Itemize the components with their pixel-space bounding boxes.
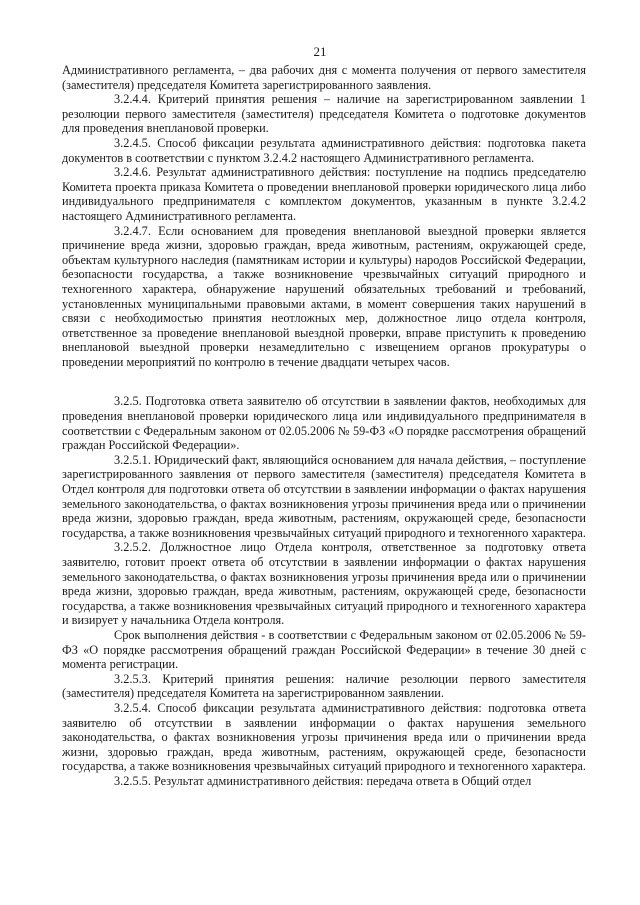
paragraph-deadline: Срок выполнения действия - в соответствии с Федеральным законом от 02.05.2006 № 59-ФЗ «О порядке рассмотрения обращений граждан Российской Федерации» в течение 30 дней с момента регистрации.: [62, 627, 586, 672]
paragraph-3-2-5-1: 3.2.5.1. Юридический факт, являющийся основанием для начала действия, – поступление зарегистрированного заявления от первого заместителя (заместителя) председателя Комитета в Отдел контроля для подготовки ответа об отсутствии в заявлении информации о фактах нарушения земельного законодательства, о фактах возникновения угрозы причинения вреда или о причинении вреда жизни, здоровью граждан, вреда животным, растениям, окружающей среде, безопасности государства, а также возникновения чрезвычайных ситуаций природного и техногенного характера.: [62, 452, 586, 540]
paragraph-3-2-5-2: 3.2.5.2. Должностное лицо Отдела контроля, ответственное за подготовку ответа заявителю, готовит проект ответа об отсутствии в заявлении информации о фактах нарушения земельного законодательства, о фактах возникновения угрозы причинения вреда или о причинении вреда жизни, здоровью граждан, вреда животным, растениям, окружающей среде, безопасности государства, а также возникновения чрезвычайных ситуаций природного и техногенного характера и визирует у начальника Отдела контроля.: [62, 540, 586, 628]
paragraph-3-2-5: 3.2.5. Подготовка ответа заявителю об отсутствии в заявлении фактов, необходимых для проведения внеплановой проверки юридического лица или индивидуального предпринимателя в соответствии с Федеральным законом от 02.05.2006 № 59-ФЗ «О порядке рассмотрения обращений граждан Российской Федерации».: [62, 394, 586, 453]
paragraph-3-2-4-7: 3.2.4.7. Если основанием для проведения внеплановой выездной проверки является причинение вреда жизни, здоровью граждан, вреда животным, растениям, окружающей среде, объектам культурного наследия (памятникам истории и культуры) народов Российской Федерации, безопасности государства, а также возникновение чрезвычайных ситуаций природного и техногенного характера, обнаружение нарушений обязательных требований и требований, установленных муниципальными правовыми актами, в момент совершения таких нарушений в связи с необходимостью принятия неотложных мер, должностное лицо отдела контроля, ответственное за проведение внеплановой выездной проверки, вправе приступить к проведению внеплановой выездной проверки незамедлительно с извещением органов прокуратуры о проведении мероприятий по контролю в течение двадцати четырех часов.: [62, 223, 586, 369]
page-number: 21: [313, 44, 327, 59]
paragraph-continuation: Административного регламента, – два рабочих дня с момента получения от первого заместителя (заместителя) председателя Комитета зарегистрированного заявления.: [62, 63, 586, 92]
paragraph-3-2-4-4: 3.2.4.4. Критерий принятия решения – наличие на зарегистрированном заявлении 1 резолюции первого заместителя (заместителя) председателя Комитета о подготовке документов для проведения внеплановой проверки.: [62, 92, 586, 136]
document-body: [62, 63, 586, 789]
paragraph-3-2-4-6: 3.2.4.6. Результат административного действия: поступление на подпись председателю Комитета проекта приказа Комитета о проведении внеплановой проверки юридического лица либо индивидуального предпринимателя с комплектом документов, указанным в пункте 3.2.4.2 настоящего Административного регламента.: [62, 165, 586, 223]
section-gap: [62, 369, 586, 394]
paragraph-3-2-5-4: 3.2.5.4. Способ фиксации результата административного действия: подготовка ответа заявителю об отсутствии в заявлении информации о фактах нарушения земельного законодательства, о фактах возникновения угрозы причинения вреда или о причинении вреда жизни, здоровью граждан, вреда животным, растениям, окружающей среде, безопасности государства, а также возникновения чрезвычайных ситуаций природного и техногенного характера.: [62, 700, 586, 774]
paragraph-3-2-5-5: 3.2.5.5. Результат административного действия: передача ответа в Общий отдел: [114, 773, 532, 788]
paragraph-3-2-5-3: 3.2.5.3. Критерий принятия решения: наличие резолюции первого заместителя (заместителя) председателя Комитета на зарегистрированном заявлении.: [62, 671, 586, 701]
paragraph-3-2-4-5: 3.2.4.5. Способ фиксации результата административного действия: подготовка пакета документов в соответствии с пунктом 3.2.4.2 настоящего Административного регламента.: [62, 135, 586, 165]
